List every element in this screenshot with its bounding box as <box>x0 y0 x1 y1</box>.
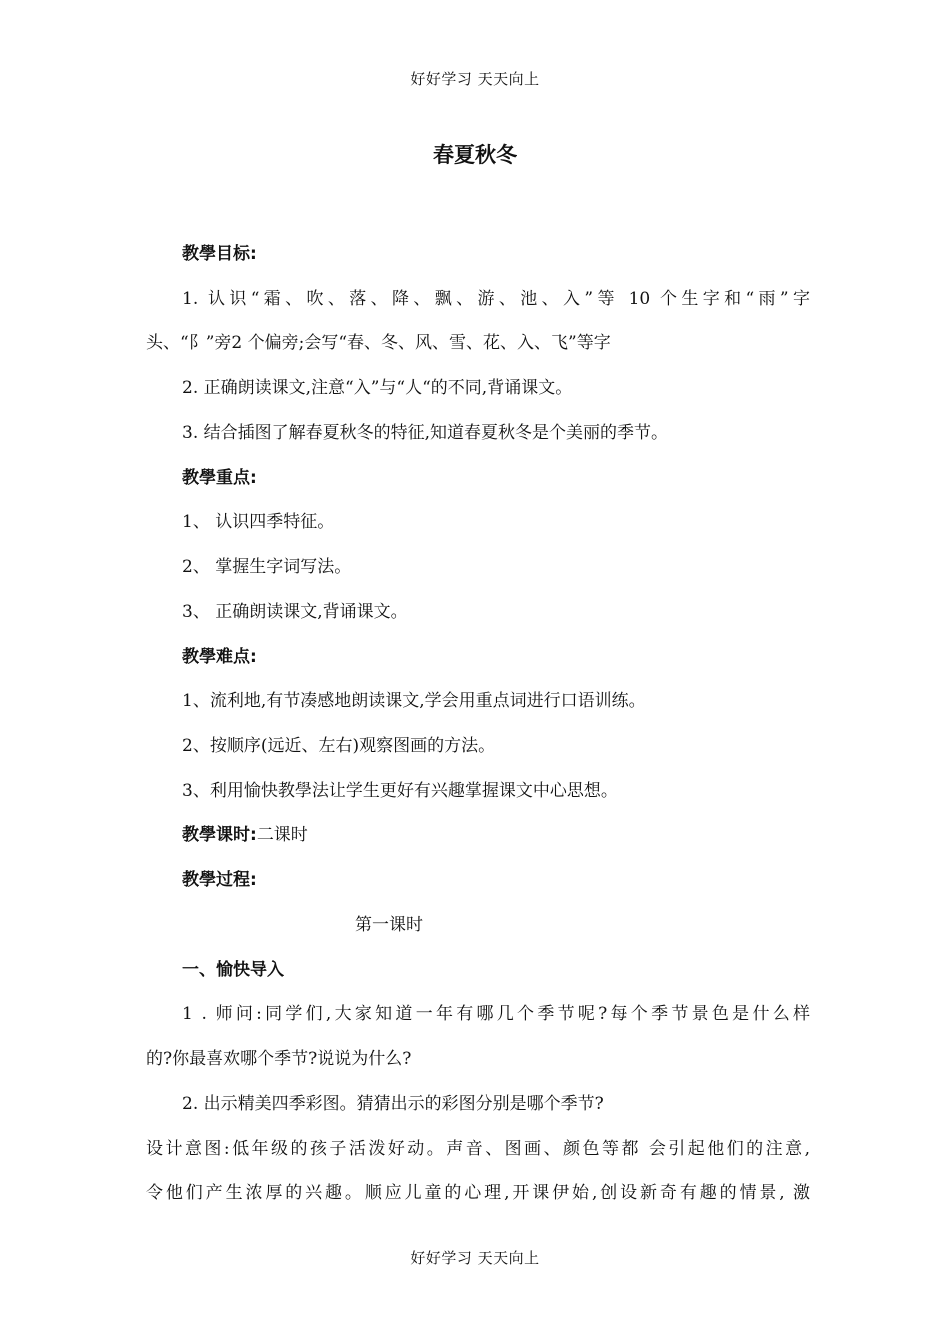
difficulty-2: 2、按顺序(远近、左右)观察图画的方法。 <box>182 736 496 756</box>
question-1-line-1: 1 . 师问:同学们,大家知道一年有哪几个季节呢?每个季节景色是什么样 <box>182 1004 810 1024</box>
page-footer: 好好学习 天天向上 <box>410 1249 540 1267</box>
document-title: 春夏秋冬 <box>433 143 517 167</box>
key-points-heading: 教學重点: <box>182 468 257 488</box>
difficulty-1: 1、流利地,有节凑感地朗读课文,学会用重点词进行口语训练。 <box>182 691 646 711</box>
goal-2: 2. 正确朗读课文,注意“入”与“人“的不同,背诵课文。 <box>182 378 573 398</box>
difficulty-3: 3、利用愉快教學法让学生更好有兴趣掌握课文中心思想。 <box>182 781 618 801</box>
goal-1-line-1: 1. 认识“霜、吹、落、降、飘、游、池、入”等 10 个生字和“雨”字 <box>182 289 810 309</box>
goal-1-line-2: 头、“阝”旁2 个偏旁;会写“春、冬、风、雪、花、入、飞”等字 <box>146 333 611 353</box>
design-intent-line-1: 设计意图:低年级的孩子活泼好动。声音、图画、颜色等都 会引起他们的注意, <box>146 1139 810 1159</box>
lesson-title: 第一课时 <box>355 915 423 935</box>
key-point-1: 1、 认识四季特征。 <box>182 512 335 532</box>
goals-heading: 教學目标: <box>182 244 257 264</box>
key-point-2: 2、 掌握生字词写法。 <box>182 557 352 577</box>
page-header: 好好学习 天天向上 <box>410 70 540 88</box>
periods-line <box>182 823 810 847</box>
difficulties-heading: 教學难点: <box>182 647 257 667</box>
process-heading: 教學过程: <box>182 870 257 890</box>
goal-3: 3. 结合插图了解春夏秋冬的特征,知道春夏秋冬是个美丽的季节。 <box>182 423 669 443</box>
periods-label: 教學课时: <box>182 825 257 845</box>
section-1-heading: 一、愉快导入 <box>182 960 284 980</box>
design-intent-line-2: 令他们产生浓厚的兴趣。顺应儿童的心理,开课伊始,创设新奇有趣的情景, 激 <box>146 1183 810 1203</box>
question-2: 2. 出示精美四季彩图。猜猜出示的彩图分别是哪个季节? <box>182 1094 604 1114</box>
periods-value: 二课时 <box>256 825 308 845</box>
key-point-3: 3、 正确朗读课文,背诵课文。 <box>182 602 408 622</box>
question-1-line-2: 的?你最喜欢哪个季节?说说为什么? <box>146 1049 412 1069</box>
